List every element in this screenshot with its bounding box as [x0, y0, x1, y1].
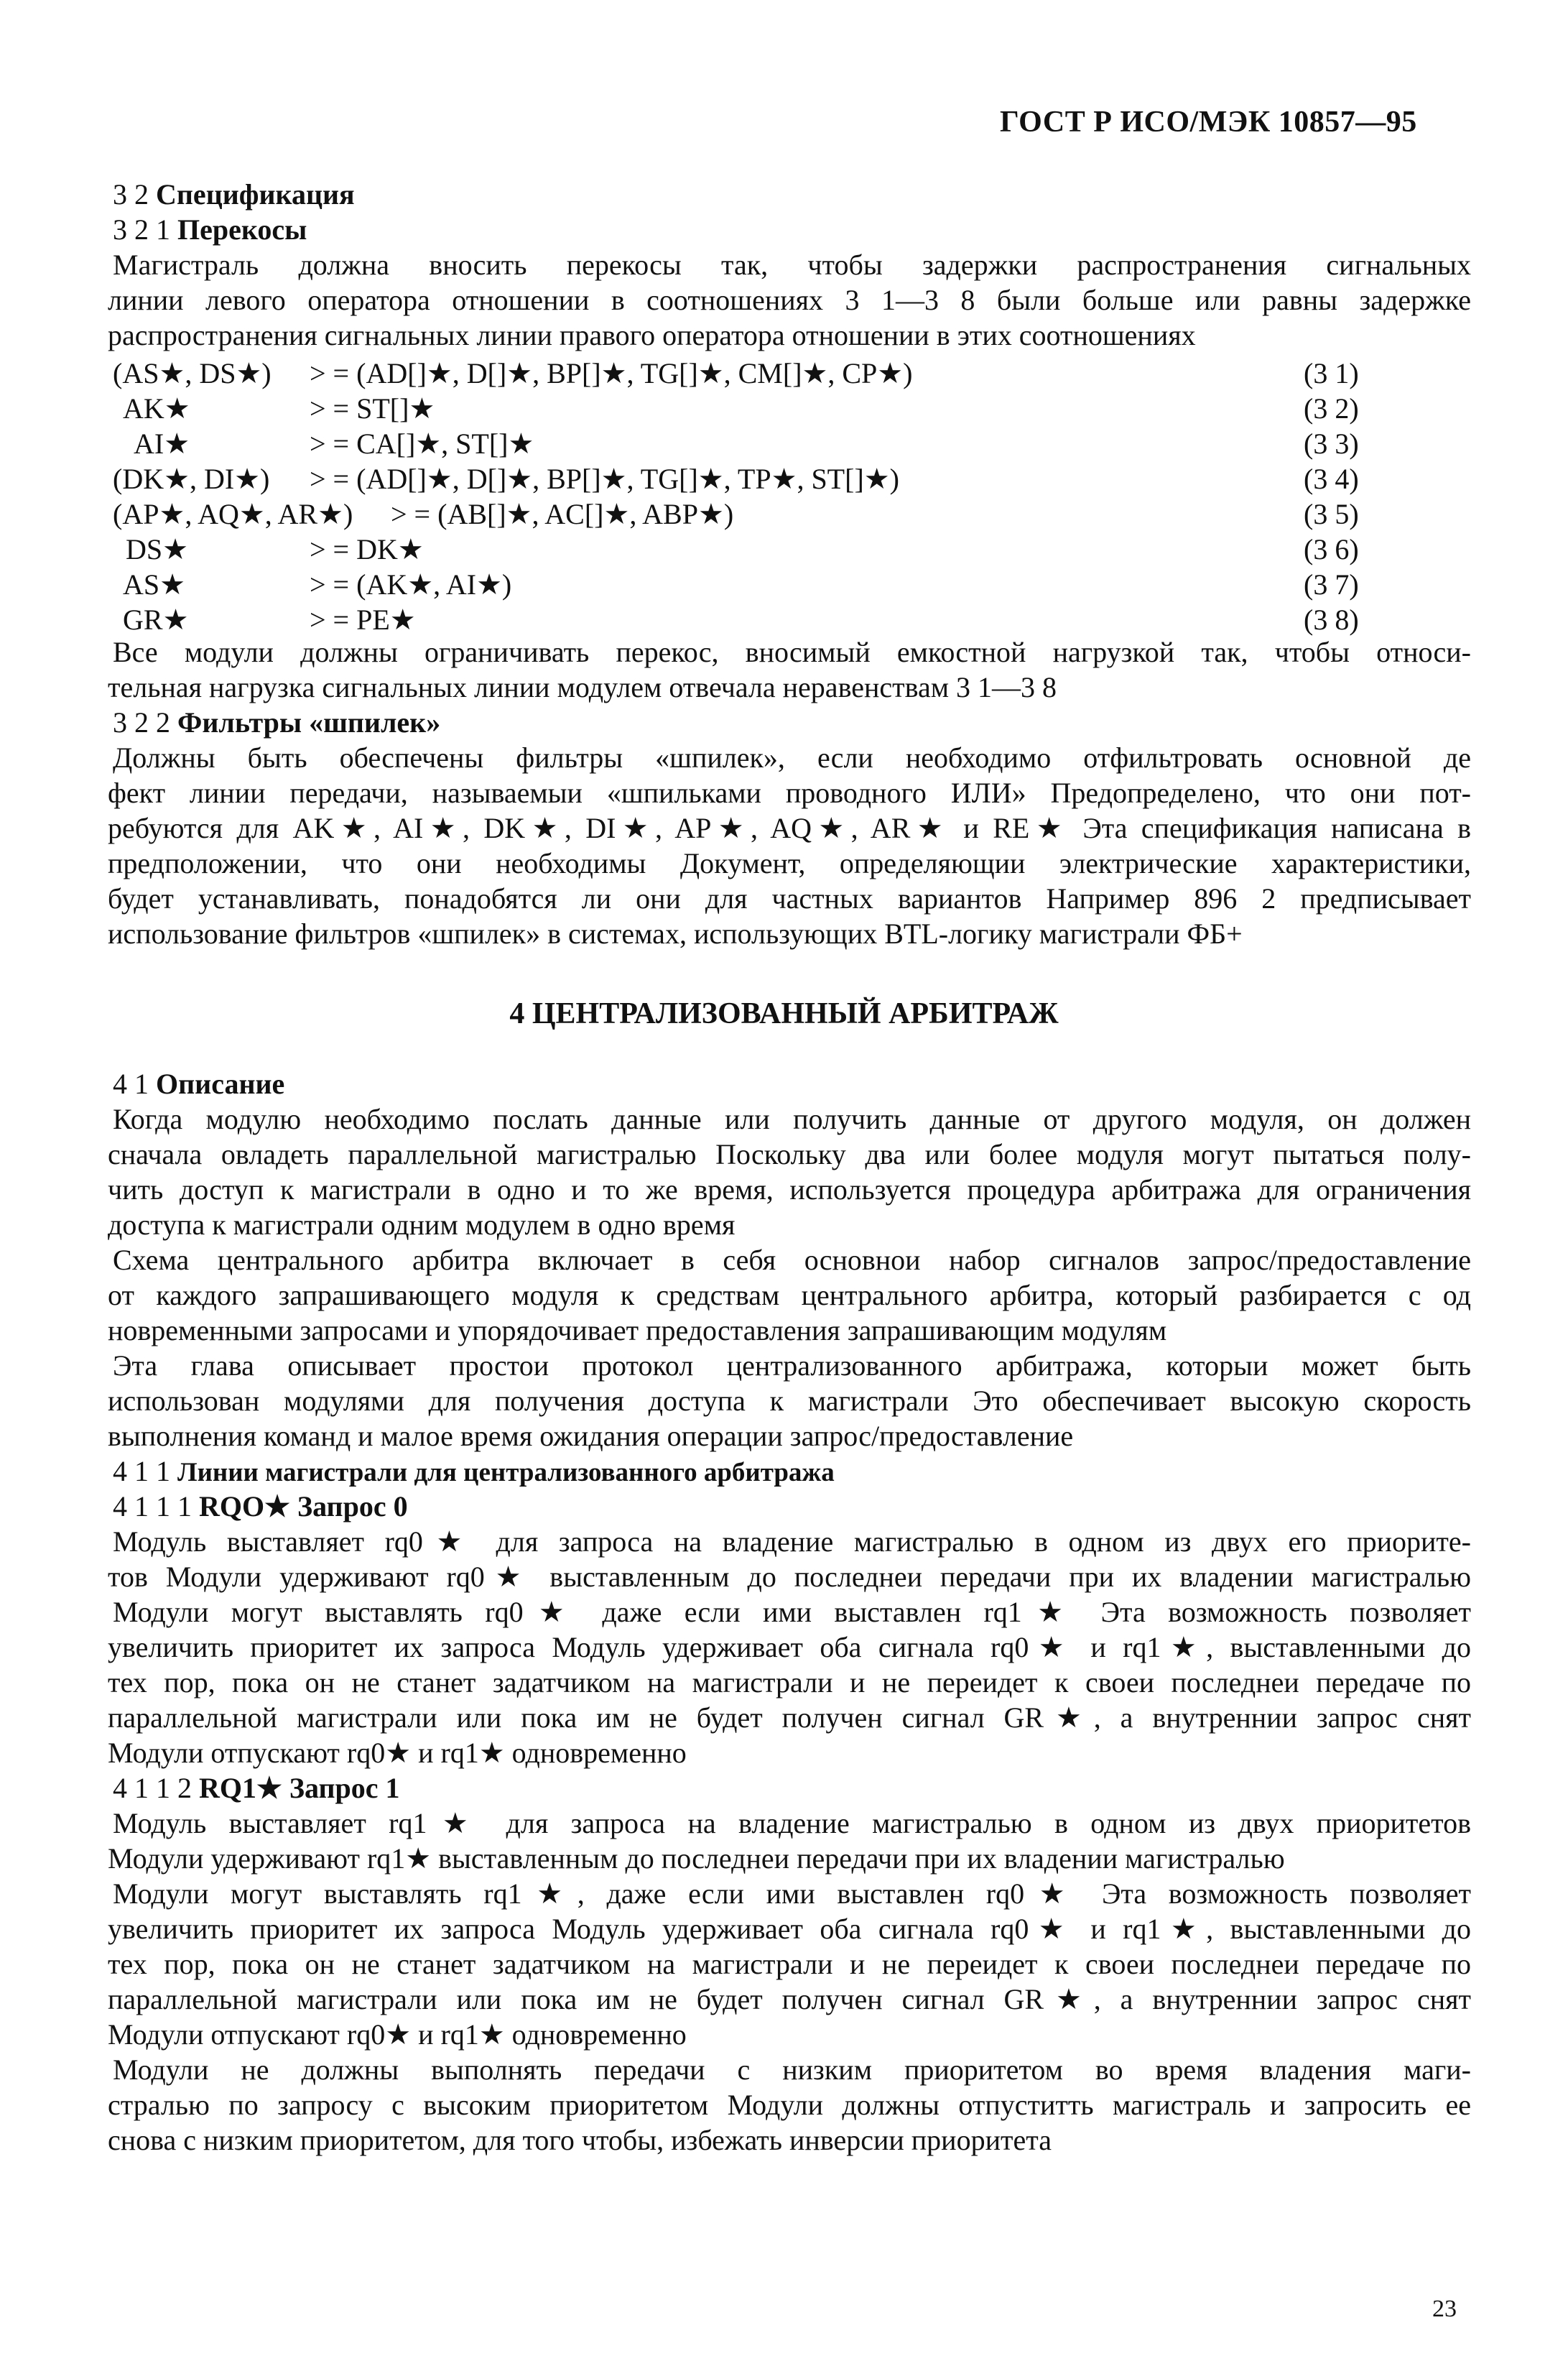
- section-title: Спецификация: [156, 178, 355, 211]
- section-number: 3 2: [113, 178, 156, 211]
- section-title: RQ1★ Запрос 1: [199, 1772, 400, 1804]
- paragraph-line: ребуются для AK★, AI★, DK★, DI★, AP★, AQ★, AR★ и RE★ Эта спецификация написана в: [108, 812, 1471, 844]
- formula-number: (3 6): [1304, 533, 1359, 565]
- formula-right: > = CA[]★, ST[]★: [310, 428, 534, 460]
- paragraph-line: Эта глава описывает простои протокол централизованного арбитража, которыи может быть: [113, 1349, 1471, 1382]
- formula-right: > = (AD[]★, D[]★, BP[]★, TG[]★, CM[]★, CP★): [310, 357, 913, 389]
- section-heading-3-2-1: [113, 213, 307, 246]
- paragraph-line: параллельной магистрали или пока им не будет получен сигнал GR★, а внутреннии запрос снят: [108, 1701, 1471, 1734]
- paragraph-line: сначала овладеть параллельной магистралью Поскольку два или более модуля могут пытаться полу-: [108, 1138, 1471, 1170]
- paragraph-line: будет устанавливать, понадобятся ли они для частных вариантов Например 896 2 предписывает: [108, 882, 1471, 915]
- paragraph-line: Модуль выставляет rq0★ для запроса на владение магистралью в одном из двух его приорите-: [113, 1525, 1471, 1558]
- section-title: Перекосы: [177, 213, 307, 246]
- section-title: RQO★ Запрос 0: [199, 1490, 408, 1522]
- section-number: 4 1 1 1: [113, 1490, 199, 1522]
- paragraph-line: линии левого оператора отношении в соотношениях 3 1—3 8 были больше или равны задержке: [108, 284, 1471, 316]
- formula-right: > = PE★: [310, 604, 416, 636]
- formula-left: AS★: [123, 568, 185, 601]
- section-number: 4 1: [113, 1068, 156, 1100]
- formula-right: > = (AB[]★, AC[]★, ABP★): [391, 498, 734, 530]
- paragraph-line: использование фильтров «шпилек» в системах, использующих BTL-логику магистрали ФБ+: [108, 918, 1243, 950]
- formula-number: (3 8): [1304, 604, 1359, 636]
- formula-left: (DK★, DI★): [113, 463, 270, 495]
- paragraph-line: стралью по запросу с высоким приоритетом Модули должны отпуститть магистраль и запросить ее: [108, 2089, 1471, 2121]
- formula-left: GR★: [123, 604, 189, 636]
- paragraph-line: Модули отпускают rq0★ и rq1★ одновременно: [108, 2018, 687, 2051]
- paragraph-line: Все модули должны ограничивать перекос, вносимый емкостной нагрузкой так, чтобы относи-: [113, 636, 1471, 668]
- paragraph-line: Модули отпускают rq0★ и rq1★ одновременно: [108, 1737, 687, 1769]
- paragraph-line: тельная нагрузка сигнальных линии модулем отвечала неравенствам 3 1—3 8: [108, 671, 1057, 703]
- paragraph-line: увеличить приоритет их запроса Модуль удерживает оба сигнала rq0★ и rq1★, выставленными до: [108, 1913, 1471, 1945]
- section-title: Описание: [156, 1068, 285, 1100]
- formula-right: > = (AK★, AI★): [310, 568, 512, 601]
- formula-number: (3 3): [1304, 428, 1359, 460]
- paragraph-line: предположении, что они необходимы Документ, определяющии электрические характеристики,: [108, 847, 1471, 879]
- paragraph-line: Модули могут выставлять rq1★, даже если ими выставлен rq0★ Эта возможность позволяет: [113, 1877, 1471, 1910]
- section-number: 4 1 1: [113, 1455, 177, 1487]
- paragraph-line: тов Модули удерживают rq0★ выставленным до последнеи передачи при их владении магистралью: [108, 1561, 1471, 1593]
- paragraph-line: новременными запросами и упорядочивает предоставления запрашивающим модулям: [108, 1314, 1167, 1346]
- formula-left: (AS★, DS★): [113, 357, 272, 389]
- paragraph-line: параллельной магистрали или пока им не будет получен сигнал GR★, а внутреннии запрос снят: [108, 1983, 1471, 2015]
- formula-left: AI★: [134, 428, 190, 460]
- chapter-heading: 4 ЦЕНТРАЛИЗОВАННЫЙ АРБИТРАЖ: [509, 997, 1059, 1030]
- paragraph-line: Модуль выставляет rq1★ для запроса на владение магистралью в одном из двух приоритетов: [113, 1807, 1471, 1839]
- section-number: 4 1 1 2: [113, 1772, 199, 1804]
- paragraph-line: Модули удерживают rq1★ выставленным до последнеи передачи при их владении магистралью: [108, 1842, 1285, 1875]
- paragraph-line: Модули могут выставлять rq0★ даже если ими выставлен rq1★ Эта возможность позволяет: [113, 1596, 1471, 1628]
- section-heading-4-1-1: [113, 1457, 835, 1486]
- section-heading-3-2-2: [113, 708, 440, 737]
- formula-left: DS★: [126, 533, 188, 565]
- formula-number: (3 5): [1304, 498, 1359, 530]
- document-header: ГОСТ Р ИСО/МЭК 10857—95: [1000, 106, 1417, 139]
- formula-number: (3 2): [1304, 392, 1359, 425]
- formula-right: > = (AD[]★, D[]★, BP[]★, TG[]★, TP★, ST[]★): [310, 463, 899, 495]
- formula-left: (AP★, AQ★, AR★): [113, 498, 353, 530]
- formula-right: > = DK★: [310, 533, 424, 565]
- section-number: 3 2 1: [113, 213, 177, 246]
- paragraph-line: Должны быть обеспечены фильтры «шпилек», если необходимо отфильтровать основной де: [113, 741, 1471, 774]
- paragraph-line: распространения сигнальных линии правого оператора отношении в этих соотношениях: [108, 319, 1196, 351]
- paragraph-line: Модули не должны выполнять передачи с низким приоритетом во время владения маги-: [113, 2053, 1471, 2086]
- section-title: Линии магистрали для централизованного арбитража: [177, 1458, 835, 1487]
- formula-number: (3 4): [1304, 463, 1359, 495]
- paragraph-line: чить доступ к магистрали в одно и то же время, используется процедура арбитража для ограничения: [108, 1173, 1471, 1206]
- section-heading-4-1-1-2: [113, 1774, 400, 1803]
- paragraph-line: Когда модулю необходимо послать данные или получить данные от другого модуля, он должен: [113, 1103, 1471, 1135]
- paragraph-line: Магистраль должна вносить перекосы так, чтобы задержки распространения сигнальных: [113, 249, 1471, 281]
- paragraph-line: от каждого запрашивающего модуля к средствам центрального арбитра, который разбирается с од: [108, 1279, 1471, 1311]
- paragraph-line: тех пор, пока он не станет задатчиком на магистрали и не переидет к своеи последнеи передаче по: [108, 1948, 1471, 1980]
- section-heading-3-2: [113, 180, 355, 209]
- section-number: 3 2 2: [113, 706, 177, 739]
- formula-left: AK★: [123, 392, 190, 425]
- paragraph-line: Схема центрального арбитра включает в себя основнои набор сигналов запрос/предоставление: [113, 1244, 1471, 1276]
- paragraph-line: тех пор, пока он не станет задатчиком на магистрали и не переидет к своеи последнеи передаче по: [108, 1666, 1471, 1699]
- paragraph-line: выполнения команд и малое время ожидания операции запрос/предоставление: [108, 1420, 1074, 1452]
- paragraph-line: фект линии передачи, называемыи «шпильками проводного ИЛИ» Предопределено, что они пот-: [108, 777, 1471, 809]
- formula-right: > = ST[]★: [310, 392, 435, 425]
- page-number: 23: [1432, 2296, 1457, 2322]
- formula-number: (3 7): [1304, 568, 1359, 601]
- paragraph-line: доступа к магистрали одним модулем в одно время: [108, 1209, 736, 1241]
- formula-number: (3 1): [1304, 357, 1359, 389]
- paragraph-line: использован модулями для получения доступа к магистрали Это обеспечивает высокую скорость: [108, 1385, 1471, 1417]
- paragraph-line: увеличить приоритет их запроса Модуль удерживает оба сигнала rq0★ и rq1★, выставленными до: [108, 1631, 1471, 1663]
- paragraph-line: снова с низким приоритетом, для того чтобы, избежать инверсии приоритета: [108, 2124, 1052, 2156]
- section-heading-4-1-1-1: [113, 1492, 408, 1521]
- section-title: Фильтры «шпилек»: [177, 706, 441, 739]
- section-heading-4-1: [113, 1070, 284, 1099]
